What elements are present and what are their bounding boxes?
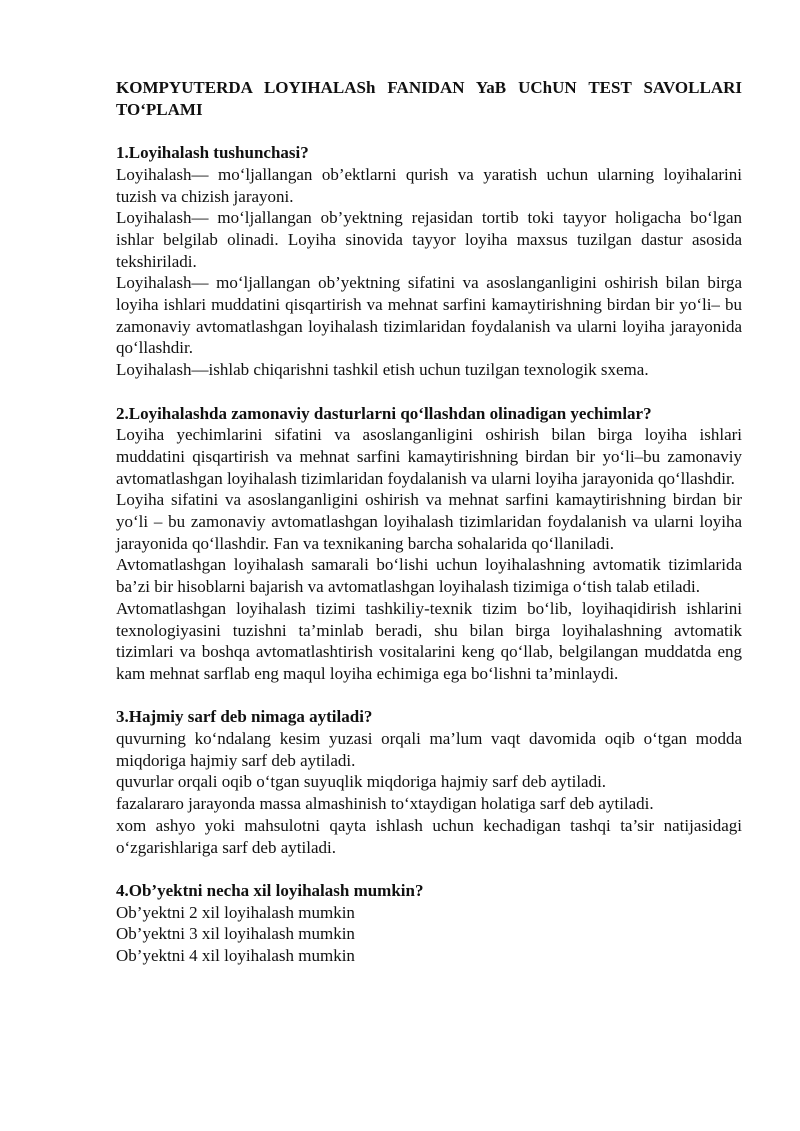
- question-title: 4.Ob’yektni necha xil loyihalash mumkin?: [116, 880, 424, 900]
- answer-option: Loyihalash— mo‘ljallangan ob’yektning sifatini va asoslanganligini oshirish bilan birga loyiha ishlari muddatini qisqartirish va mehnat sarfini kamaytirishning birdan bir yo‘li– bu zamonaviy avtomatlashgan loyihalash tizimlaridan foydalanish va ularni loyiha jarayonida qo‘llashdir.: [116, 273, 742, 358]
- answer-option: Loyihalash— mo‘ljallangan ob’ektlarni qurish va yaratish uchun ularning loyihalarini tuzish va chizish jarayoni.: [116, 164, 742, 206]
- question-title: 3.Hajmiy sarf deb nimaga aytiladi?: [116, 707, 373, 727]
- answer-option: quvurlar orqali oqib o‘tgan suyuqlik miqdoriga hajmiy sarf deb aytiladi.: [116, 772, 607, 792]
- question-title: 1.Loyihalash tushunchasi?: [116, 143, 309, 163]
- answer-option: Avtomatlashgan loyihalash samarali bo‘lishi uchun loyihalashning avtomatik tizimlarida ba’zi bir hisoblarni bajarish va avtomatlashgan loyihalash tizimiga o‘tish talab etiladi.: [116, 555, 742, 597]
- answer-option: xom ashyo yoki mahsulotni qayta ishlash uchun kechadigan tashqi ta’sir natijasidagi o‘zgarishlariga sarf deb aytiladi.: [116, 815, 742, 857]
- document-title: KOMPYUTERDA LOYIHALASh FANIDAN YaB UChUN TEST SAVOLLARI TO‘PLAMI: [116, 78, 742, 119]
- answer-option: Loyihalash—ishlab chiqarishni tashkil etish uchun tuzilgan texnologik sxema.: [116, 360, 649, 380]
- answer-option: Loyiha sifatini va asoslanganligini oshirish va mehnat sarfini kamaytirishning birdan bir yo‘li – bu zamonaviy avtomatlashgan loyihalash tizimlaridan foydalanish va ularni loyiha jarayonida qo‘llashdir. Fan va texnikaning barcha sohalarida qo‘llaniladi.: [116, 490, 742, 553]
- question-3: [116, 706, 742, 858]
- question-title: 2.Loyihalashda zamonaviy dasturlarni qo‘llashdan olinadigan yechimlar?: [116, 403, 652, 423]
- answer-option: fazalararo jarayonda massa almashinish to‘xtaydigan holatiga sarf deb aytiladi.: [116, 794, 654, 814]
- answer-option: Ob’yektni 3 xil loyihalash mumkin: [116, 924, 355, 944]
- answer-option: Avtomatlashgan loyihalash tizimi tashkiliy-texnik tizim bo‘lib, loyihaqidirish ishlarini texnologiyasini tuzishni ta’minlab beradi, shu bilan birga loyihalashning avtomatik tizimlari va boshqa avtomatlashtirish vositalarini keng qo‘llab, belgilangan muddatda eng kam mehnat sarflab eng maqul loyiha echimiga ega bo‘lishni ta’minlaydi.: [116, 598, 742, 683]
- answer-option: Ob’yektni 2 xil loyihalash mumkin: [116, 902, 355, 922]
- question-1: [116, 142, 742, 381]
- answer-option: Ob’yektni 4 xil loyihalash mumkin: [116, 946, 355, 966]
- question-2: [116, 403, 742, 685]
- answer-option: quvurning ko‘ndalang kesim yuzasi orqali ma’lum vaqt davomida oqib o‘tgan modda miqdoriga hajmiy sarf deb aytiladi.: [116, 729, 742, 770]
- question-4: [116, 880, 742, 967]
- answer-option: Loyiha yechimlarini sifatini va asoslanganligini oshirish bilan birga loyiha ishlari muddatini qisqartirish va mehnat sarfini kamaytirishning birdan bir yo‘li–bu zamonaviy avtomatlashgan loyihalash tizimlaridan foydalanish va ularni loyiha jarayonida qo‘llashdir.: [116, 425, 742, 488]
- answer-option: Loyihalash— mo‘ljallangan ob’yektning rejasidan tortib toki tayyor holigacha bo‘lgan ishlar belgilab olinadi. Loyiha sinovida tayyor loyiha maxsus tuzilgan dastur asosida tekshiriladi.: [116, 208, 742, 271]
